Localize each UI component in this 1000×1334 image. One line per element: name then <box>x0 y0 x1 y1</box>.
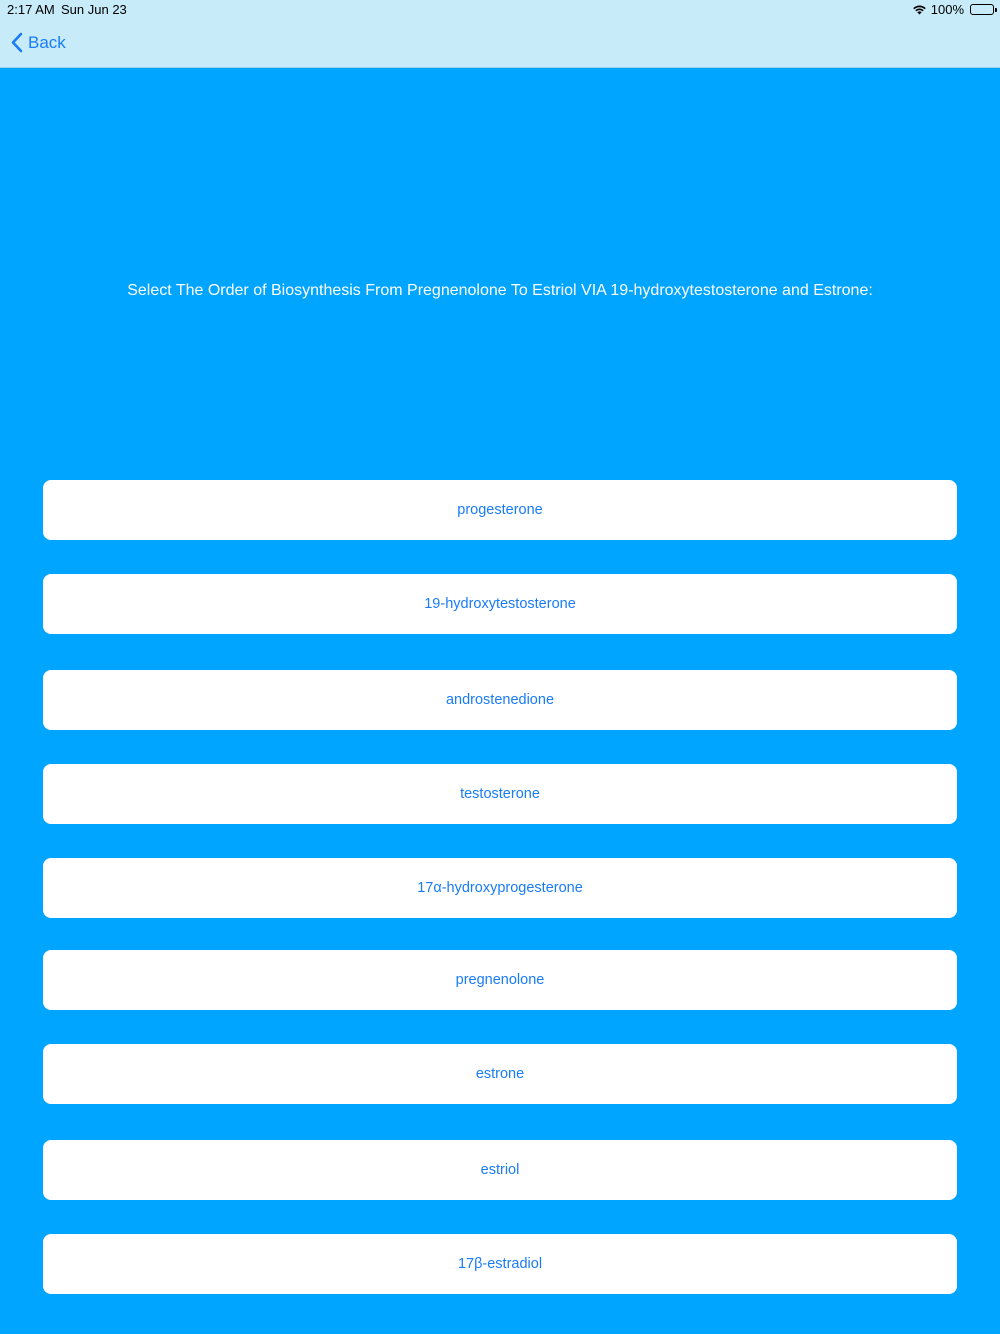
chevron-left-icon <box>10 32 23 53</box>
battery-icon <box>970 4 994 15</box>
navigation-bar <box>0 0 1000 68</box>
back-button[interactable] <box>10 32 66 53</box>
status-date: Sun Jun 23 <box>61 2 127 17</box>
option-button-pregnenolone[interactable]: pregnenolone <box>43 950 957 1010</box>
wifi-icon <box>912 4 927 15</box>
question-prompt: Select The Order of Biosynthesis From Pregnenolone To Estriol VIA 19-hydroxytestosterone and Estrone: <box>127 282 873 299</box>
option-button-19-hydroxytestosterone[interactable]: 19-hydroxytestosterone <box>43 574 957 634</box>
option-button-estriol[interactable]: estriol <box>43 1140 957 1200</box>
option-button-17a-hydroxyprogesterone[interactable]: 17α-hydroxyprogesterone <box>43 858 957 918</box>
status-time: 2:17 AM <box>7 2 55 17</box>
option-button-estrone[interactable]: estrone <box>43 1044 957 1104</box>
option-button-androstenedione[interactable]: androstenedione <box>43 670 957 730</box>
status-indicators <box>912 2 994 17</box>
option-button-progesterone[interactable]: progesterone <box>43 480 957 540</box>
option-button-17b-estradiol[interactable]: 17β-estradiol <box>43 1234 957 1294</box>
back-label: Back <box>28 32 66 52</box>
battery-percentage: 100% <box>930 2 964 17</box>
option-button-testosterone[interactable]: testosterone <box>43 764 957 824</box>
